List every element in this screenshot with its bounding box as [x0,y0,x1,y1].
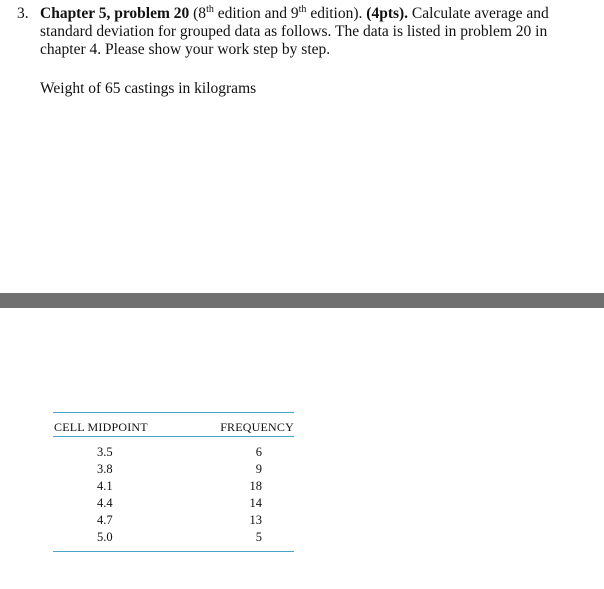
table-bottom-rule [53,551,294,552]
points-label: (4pts). [366,5,409,22]
edition-close: edition). [306,5,367,22]
table-body [53,444,294,546]
midpoint-cell: 3.8 [97,462,113,476]
midpoint-cell: 4.7 [97,513,113,527]
table-top-rule [53,412,294,413]
header-frequency: FREQUENCY [220,420,294,434]
edition-superscript-1: th [206,4,214,15]
frequency-cell: 14 [249,496,262,510]
table-header-rule [53,436,294,437]
table-row [53,529,294,546]
problem-text [40,5,580,59]
table-row [53,495,294,512]
problem-title: Chapter 5, problem 20 [40,5,190,22]
midpoint-cell: 4.4 [97,496,113,510]
frequency-cell: 6 [255,445,262,459]
problem-statement [0,5,600,59]
edition-superscript-2: th [298,4,307,15]
midpoint-cell: 3.5 [97,445,113,459]
frequency-cell: 18 [249,479,262,493]
table-row [53,444,294,461]
frequency-table [53,412,294,552]
table-row [53,512,294,529]
frequency-cell: 5 [255,530,262,544]
midpoint-cell: 4.1 [97,479,113,493]
table-caption: Weight of 65 castings in kilograms [40,80,257,97]
problem-instruction: Calculate average and standard deviation for grouped data as follows. The data is listed in problem 20 in chapter 4. Please show your work step by step. [40,5,549,58]
frequency-cell: 9 [255,462,262,476]
edition-middle: edition and 9 [213,5,299,22]
table-row [53,478,294,495]
edition-open: (8 [189,5,207,22]
section-divider [0,293,604,308]
frequency-cell: 13 [249,513,262,527]
header-cell-midpoint: CELL MIDPOINT [54,420,148,434]
problem-number: 3. [17,5,29,22]
midpoint-cell: 5.0 [97,530,113,544]
table-row [53,461,294,478]
